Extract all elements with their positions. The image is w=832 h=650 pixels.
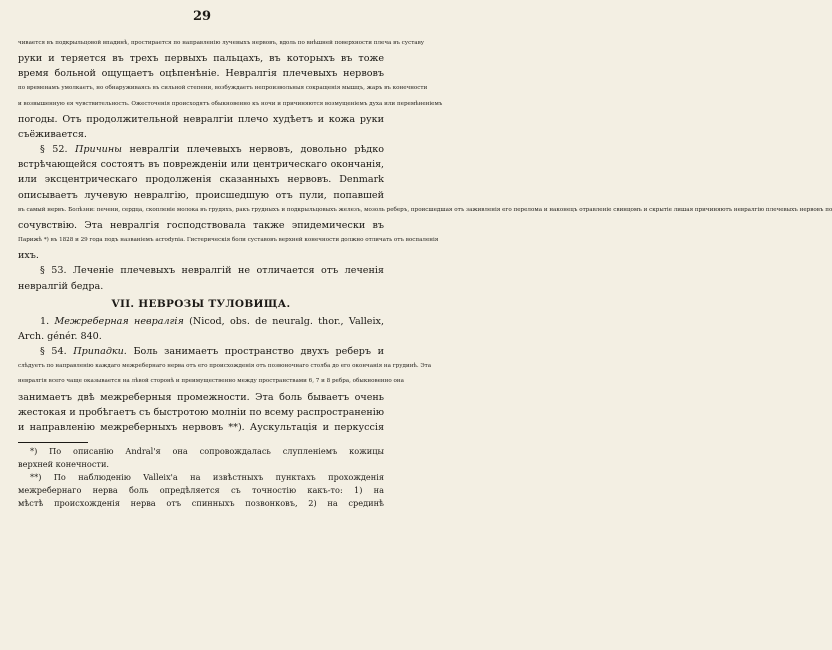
paragraph-52-first-line (18, 142, 384, 157)
text-line: жестокая и пробѣгаетъ съ быстротою молніи по всему распространенію (18, 406, 384, 418)
paragraph-label: § 53. (40, 265, 74, 277)
subsection-reference: (Nicod, obs. de neuralg. thor., Valleix, (189, 315, 385, 327)
subsection-title: Межреберная невралгія (54, 315, 190, 327)
footnote-line: верхней конечности. (18, 459, 109, 470)
text-line: руки и теряется въ трехъ первыхъ пальцахъ, въ которыхъ въ тоже (18, 53, 384, 65)
text-line: или эксцентрическаго продолженія сказанныхъ нервовъ. Denmark (18, 174, 384, 186)
paragraph-label: § 54. (40, 346, 74, 358)
text-line: и возвышенную ея чувствительность. Ожесточенія происходятъ обыкновенно къ ночи и причиняются возмущеніемъ духа или перемѣненіемъ (18, 100, 443, 107)
text-line: занимаетъ двѣ межреберныя промежности. Эта боль бываетъ очень (18, 391, 384, 403)
text-line: въ самый нервъ. Болѣзни: печени, сердца, скопленіе молока въ грудяхъ, ракъ грудныхъ и подкрыльцовыхъ железъ, мозоль реберъ, происшедшая отъ заживленія его перелома и наконецъ отравленіе свинцомъ и скрытіе лишая причиняютъ невралгію плечевыхъ нервовъ по (18, 206, 832, 213)
text-body (18, 36, 832, 510)
text-line: время больной ощущаетъ оцѣпенѣніе. Невралгія плечевыхъ нервовъ (18, 68, 384, 80)
subsection-number: 1. (40, 315, 55, 327)
text-line: Arch. génér. 840. (18, 330, 102, 342)
text-line: погоды. Отъ продолжительной невралгіи плечо худѣетъ и кожа руки (18, 113, 384, 125)
text-line: ихъ. (18, 250, 39, 262)
text-line: невралгій бедра. (18, 280, 104, 292)
footnote-line: мѣстѣ происхожденія нерва отъ спинныхъ позвонковъ, 2) на срединѣ (18, 498, 384, 509)
paragraph-text: Леченіе плечевыхъ невралгій не отличается отъ леченія (73, 265, 384, 277)
footnote-divider (18, 442, 88, 443)
paragraph-title: Причины (75, 144, 130, 156)
text-line: по временамъ умолкаетъ, но обнаруживаясь въ сильной степени, возбуждаетъ непроизвольныя сокращенія мышцъ, жаръ въ конечности (18, 85, 428, 92)
paragraph-title: Припадки. (73, 346, 134, 358)
page-number: 29 (192, 9, 212, 24)
text-line: Парижѣ *) въ 1828 и 29 года подъ названіемъ acrodynia. Гистерическія боли суставовъ верхней конечности должно отличать отъ воспаленія (18, 237, 439, 244)
footnotes (18, 445, 384, 510)
section-heading: VII. НЕВРОЗЫ ТУЛОВИЩА. (111, 297, 291, 310)
subsection-title-line (18, 314, 384, 329)
text-line: слѣдуетъ по направленію каждаго межребернаго нерва отъ его происхожденія отъ позвоночнаго столба до его окончанія на грудинѣ. Эта (18, 363, 432, 370)
text-line: встрѣчающейся состоятъ въ поврежденіи или центрическаго окончанія, (18, 159, 384, 171)
text-line: описываетъ лучевую невралгію, происшедшую отъ пули, попавшей (18, 189, 384, 201)
paragraph-54-first-line (18, 344, 384, 359)
footnote-line: межребернаго нерва боль опредѣляется съ точностію какъ-то: 1) на (18, 485, 384, 496)
paragraph-53-first-line (18, 263, 384, 278)
footnote-line: *) По описанію Andral'я она сопровождалась слупленіемъ кожицы (30, 446, 384, 457)
text-line: сочувствію. Эта невралгія господствовала также эпидемически въ (18, 219, 384, 231)
text-line: съёживается. (18, 128, 87, 140)
text-line: чивается въ подкрыльцовой впадинѣ, простирается по направленію лучевыхъ нервовъ, вдоль по внѣшней поверхности плеча въ суставу (18, 40, 425, 46)
text-line: и направленію межреберныхъ нервовъ **). Аускультація и перкуссія (18, 421, 384, 433)
paragraph-label: § 52. (40, 144, 76, 156)
paragraph-text: невралгіи плечевыхъ нервовъ, довольно рѣдко (129, 144, 384, 156)
paragraph-text: Боль занимаетъ пространство двухъ реберъ и (133, 346, 385, 358)
text-line: невралгія всего чаще оказывается на лѣвой сторонѣ и преимущественно между пространствами 6, 7 и 8 ребра, обыкновенно она (18, 378, 404, 385)
footnote-line: **) По наблюденію Valleix'а на извѣстныхъ пунктахъ прохожденія (30, 472, 384, 483)
